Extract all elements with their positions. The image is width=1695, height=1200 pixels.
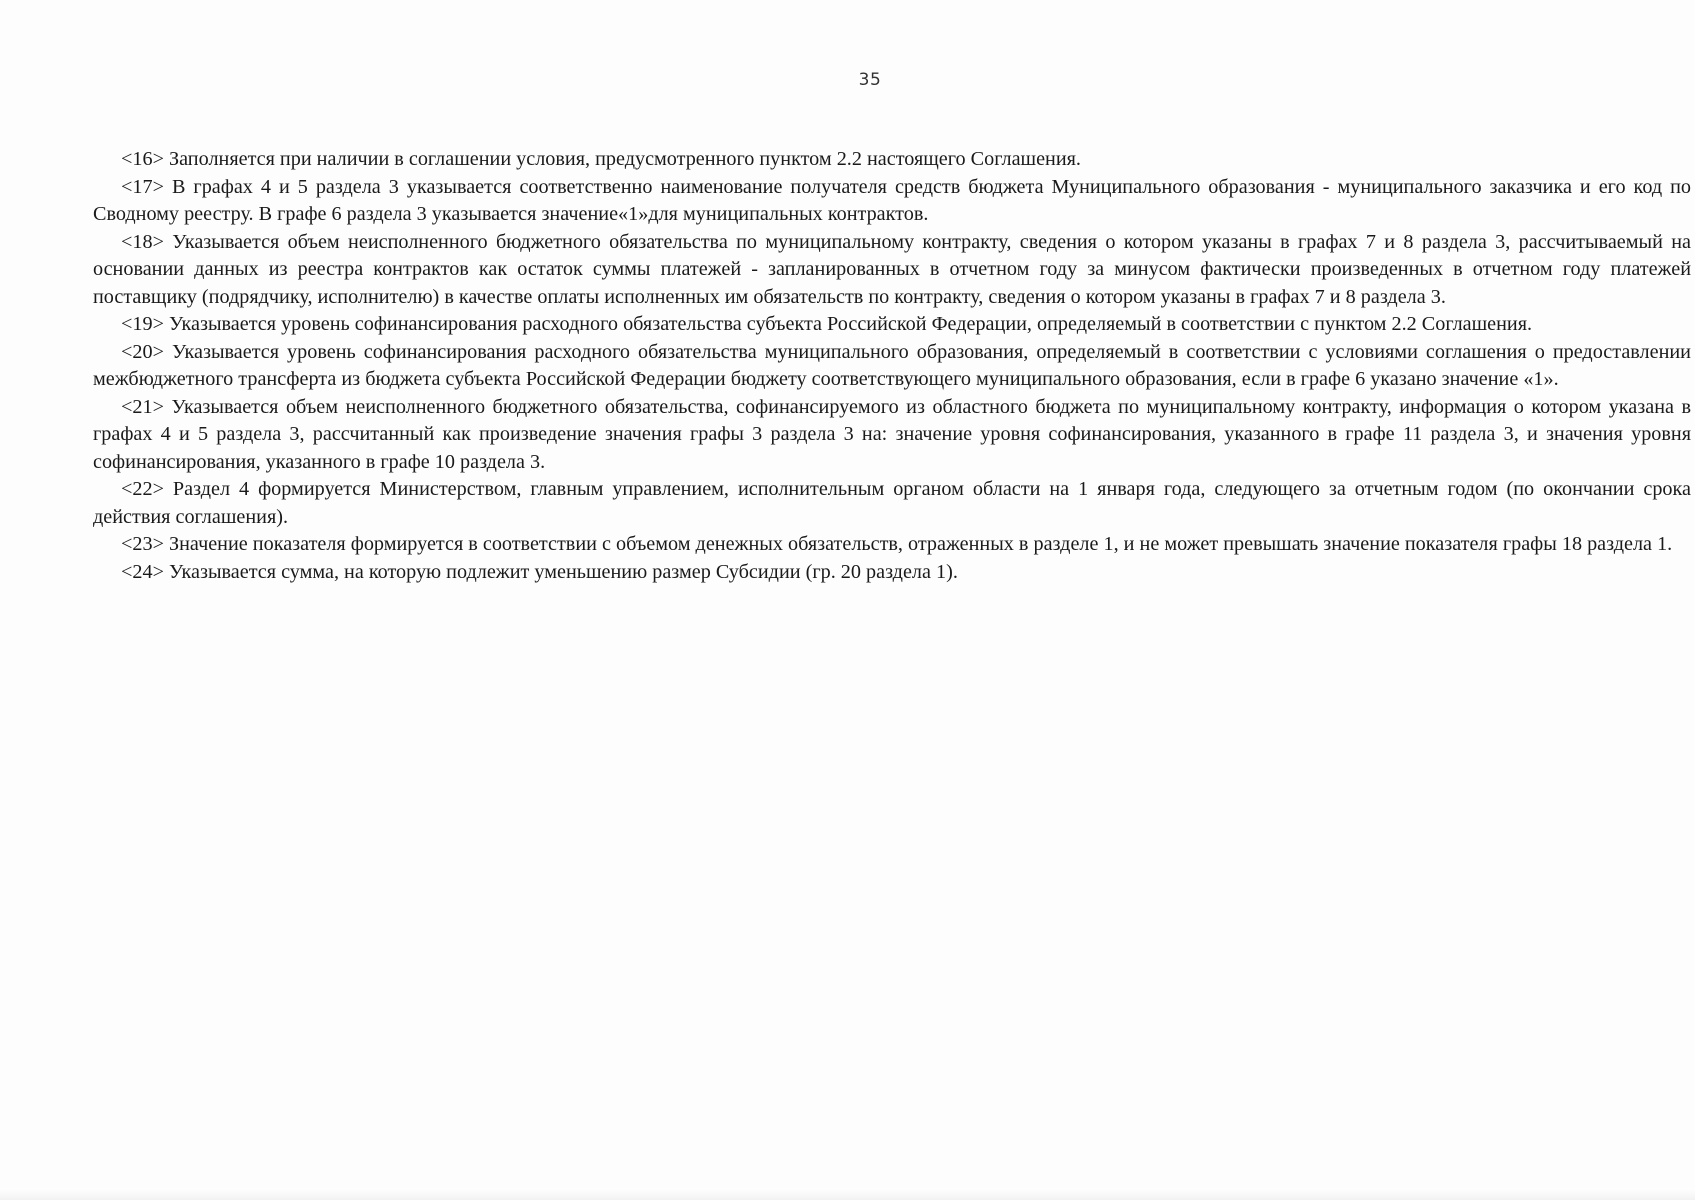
footnote-20: <20> Указывается уровень софинансирования расходного обязательства муниципального образования, определяемый в соответствии с условиями соглашения о предоставлении межбюджетного трансферта из бюджета субъекта Российской Федерации бюджету соответствующего муниципального образования, если в графе 6 указано значение «1». [93,340,1691,390]
footnotes-list [93,146,1691,586]
footnote-16: <16> Заполняется при наличии в соглашении условия, предусмотренного пунктом 2.2 настоящего Соглашения. [121,148,1081,170]
footnote-22: <22> Раздел 4 формируется Министерством, главным управлением, исполнительным органом области на 1 января года, следующего за отчетным годом (по окончании срока действия соглашения). [93,478,1691,528]
footnote-18: <18> Указывается объем неисполненного бюджетного обязательства по муниципальному контракту, сведения о котором указаны в графах 7 и 8 раздела 3, рассчитываемый на основании данных из реестра контрактов как остаток суммы платежей - запланированных в отчетном году за минусом фактически произведенных в отчетном году платежей поставщику (подрядчику, исполнителю) в качестве оплаты исполненных им обязательств по контракту, сведения о котором указаны в графах 7 и 8 раздела 3. [93,230,1691,308]
footnote-23: <23> Значение показателя формируется в соответствии с объемом денежных обязательств, отраженных в разделе 1, и не может превышать значение показателя графы 18 раздела 1. [121,533,1673,555]
footnote-19: <19> Указывается уровень софинансирования расходного обязательства субъекта Российской Федерации, определяемый в соответствии с пунктом 2.2 Соглашения. [121,313,1533,335]
footnote-21: <21> Указывается объем неисполненного бюджетного обязательства, софинансируемого из областного бюджета по муниципальному контракту, информация о котором указана в графах 4 и 5 раздела 3, рассчитанный как произведение значения графы 3 раздела 3 на: значение уровня софинансирования, указанного в графе 11 раздела 3, и значения уровня софинансирования, указанного в графе 10 раздела 3. [93,395,1691,473]
page-number: 35 [858,70,882,90]
scan-bottom-edge [0,1188,1695,1200]
footnote-17: <17> В графах 4 и 5 раздела 3 указывается соответственно наименование получателя средств бюджета Муниципального образования - муниципального заказчика и его код по Сводному реестру. В графе 6 раздела 3 указывается значение«1»для муниципальных контрактов. [93,175,1691,225]
footnote-24: <24> Указывается сумма, на которую подлежит уменьшению размер Субсидии (гр. 20 раздела 1). [121,560,958,583]
